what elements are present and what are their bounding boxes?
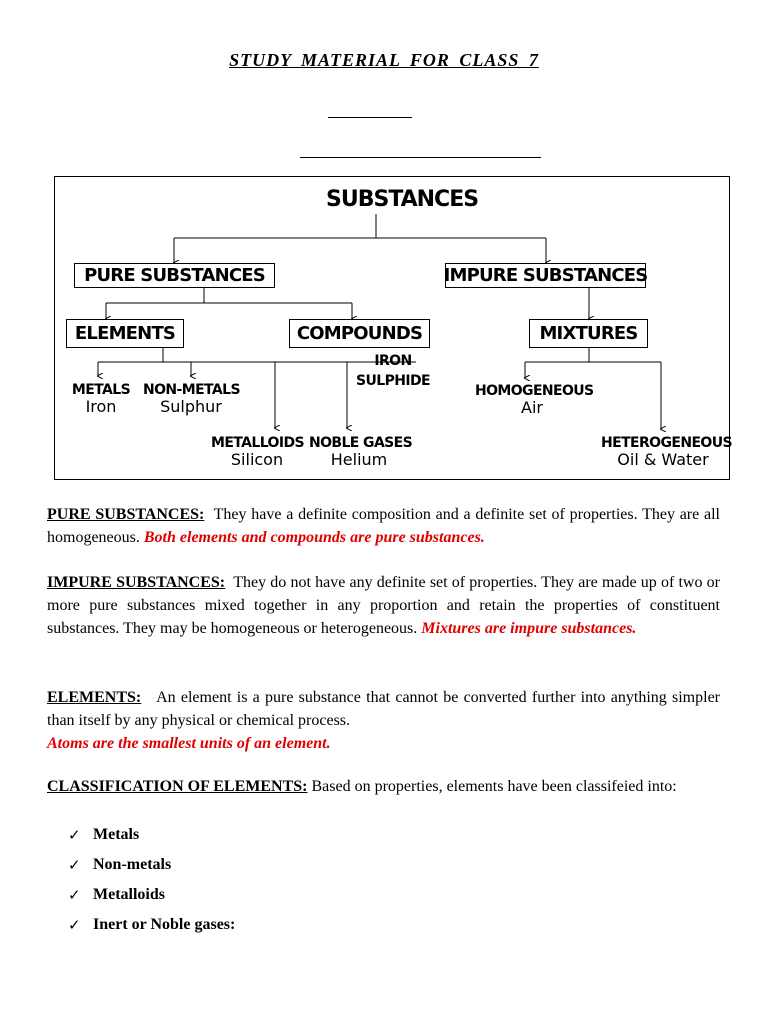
- impure-substances-box: IMPURE SUBSTANCES: [443, 265, 648, 286]
- checkmark-icon: ✓: [68, 917, 81, 934]
- document-title: STUDY MATERIAL FOR CLASS 7: [229, 50, 539, 70]
- heterogeneous-heading: HETEROGENEOUS: [601, 435, 732, 451]
- metals-example: Iron: [85, 397, 117, 417]
- elements-highlight: Atoms are the smallest units of an element.: [47, 735, 331, 752]
- nonmetals-label: [143, 382, 239, 416]
- noble-gases-heading: NOBLE GASES: [309, 435, 413, 451]
- homogeneous-heading: HOMOGENEOUS: [475, 383, 594, 399]
- list-item-label: Metals: [93, 826, 140, 843]
- pure-substances-highlight: Both elements and compounds are pure substances.: [143, 529, 485, 546]
- list-item-label: Metalloids: [93, 886, 165, 903]
- list-item: [68, 880, 235, 910]
- impure-substances-paragraph: [47, 571, 720, 640]
- metalloids-label: [211, 435, 303, 469]
- homogeneous-example: Air: [521, 398, 543, 418]
- classification-text: Based on properties, elements have been classifeied into:: [311, 778, 677, 795]
- list-item: [68, 850, 235, 880]
- impure-substances-highlight: Mixtures are impure substances.: [421, 620, 637, 637]
- noble-gases-example: Helium: [330, 450, 388, 470]
- heterogeneous-example: Oil & Water: [617, 450, 709, 470]
- metalloids-example: Silicon: [230, 450, 284, 470]
- nonmetals-example: Sulphur: [160, 397, 222, 417]
- pure-substances-heading: PURE SUBSTANCES:: [47, 506, 205, 523]
- elements-box: ELEMENTS: [66, 319, 184, 348]
- pure-substances-paragraph: [47, 503, 720, 549]
- compound-example-line-1: IRON: [374, 353, 412, 369]
- blank-underline-long: [300, 157, 541, 158]
- metals-label: [71, 382, 131, 416]
- mixtures-box: MIXTURES: [529, 319, 648, 348]
- nonmetals-heading: NON-METALS: [143, 382, 240, 398]
- impure-substances-text: They do not have any definite set of properties. They are made up of two or more pure substances mixed together in any proportion and retain the properties of constituent substances. They may be homogeneous or heterogeneous.: [47, 574, 720, 637]
- list-item: [68, 910, 235, 940]
- list-item-label: Inert or Noble gases:: [93, 916, 236, 933]
- compounds-box: COMPOUNDS: [289, 319, 430, 348]
- checkmark-icon: ✓: [68, 827, 81, 844]
- list-item-label: Non-metals: [93, 856, 172, 873]
- checkmark-icon: ✓: [68, 857, 81, 874]
- blank-underline-short: [328, 117, 412, 118]
- compound-example: [355, 353, 431, 389]
- classification-heading: CLASSIFICATION OF ELEMENTS:: [47, 778, 308, 795]
- diagram-root-label: SUBSTANCES: [326, 187, 479, 212]
- impure-substances-heading: IMPURE SUBSTANCES:: [47, 574, 226, 591]
- homogeneous-label: [475, 383, 594, 418]
- pure-substances-text: They have a definite composition and a definite set of properties. They are all homogeneous.: [47, 506, 720, 546]
- metals-heading: METALS: [71, 382, 131, 398]
- elements-text: An element is a pure substance that cannot be converted further into anything simpler than itself by any physical or chemical process.: [47, 689, 721, 729]
- elements-heading: ELEMENTS:: [47, 689, 142, 706]
- list-item: [68, 820, 235, 850]
- pure-substances-box: PURE SUBSTANCES: [74, 263, 275, 288]
- compound-example-line-2: SULPHIDE: [356, 373, 430, 390]
- classification-paragraph: [47, 775, 720, 798]
- metalloids-heading: METALLOIDS: [211, 435, 304, 451]
- elements-paragraph: [47, 686, 720, 755]
- heterogeneous-label: [601, 435, 732, 470]
- checkmark-icon: ✓: [68, 887, 81, 904]
- element-classes-list: [68, 820, 235, 940]
- substances-classification-diagram: [54, 176, 730, 480]
- noble-gases-label: [309, 435, 413, 470]
